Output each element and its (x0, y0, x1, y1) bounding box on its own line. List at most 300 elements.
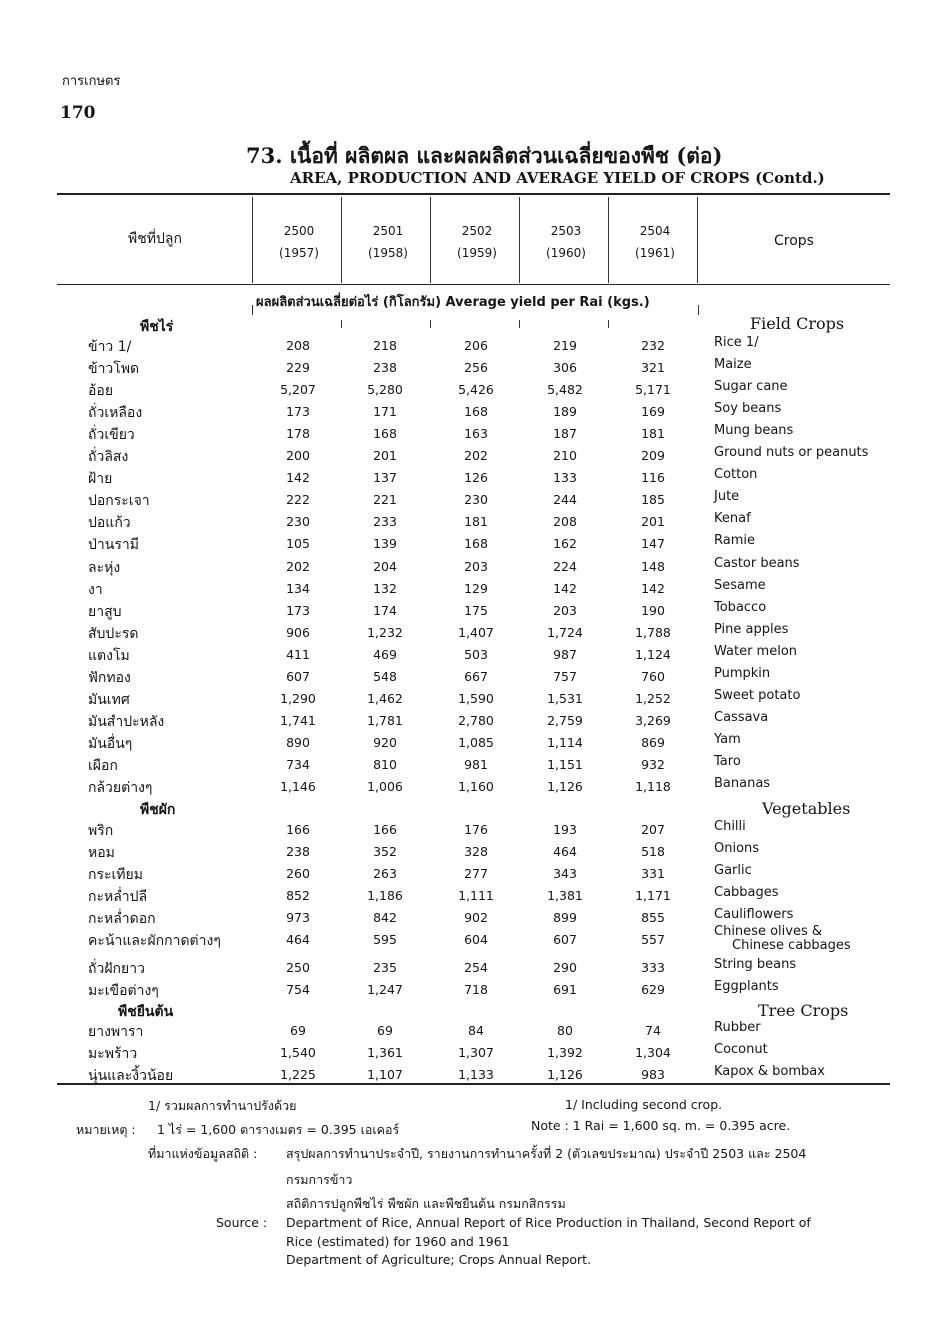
crop-name-english: Pine apples (714, 622, 789, 637)
source-thai-line-1: สรุปผลการทำนาประจำปี, รายงานการทำนาครั้งที่ 2 (ตัวเลขประมาณ) ประจำปี 2503 และ 2504 (286, 1146, 807, 1161)
yield-value: 1,124 (635, 647, 671, 662)
yield-value: 343 (553, 866, 577, 881)
table-row (0, 446, 941, 468)
table-row (0, 689, 941, 711)
yield-value: 80 (557, 1023, 573, 1038)
header-bottom-rule (57, 284, 890, 285)
yield-value: 148 (641, 559, 665, 574)
table-row (0, 468, 941, 490)
crop-name-english: Kapox & bombax (714, 1064, 825, 1079)
crop-name-thai: กะหล่ำดอก (88, 911, 156, 927)
yield-value: 869 (641, 735, 665, 750)
crop-name-thai: ถั่วลิสง (88, 449, 129, 465)
yield-value: 902 (464, 910, 488, 925)
yield-value: 1,392 (547, 1045, 583, 1060)
crop-name-english-continued: Chinese cabbages (732, 938, 851, 953)
crop-name-english: Eggplants (714, 979, 779, 994)
yield-value: 595 (373, 932, 397, 947)
yield-value: 181 (641, 426, 665, 441)
note-english: Note : 1 Rai = 1,600 sq. m. = 0.395 acre. (531, 1118, 791, 1133)
crop-name-thai: กระเทียม (88, 867, 143, 883)
crop-name-thai: ละหุ่ง (88, 560, 121, 576)
yield-value: 277 (464, 866, 488, 881)
table-top-rule (57, 193, 890, 195)
yield-value: 734 (286, 757, 310, 772)
yield-value: 1,146 (280, 779, 316, 794)
yield-value: 469 (373, 647, 397, 662)
crop-name-english: Sugar cane (714, 379, 788, 394)
yield-value: 254 (464, 960, 488, 975)
year-ad: (1960) (546, 246, 586, 260)
yield-value: 208 (553, 514, 577, 529)
crop-name-english: Taro (714, 754, 741, 769)
crop-name-thai: มันอื่นๆ (88, 736, 133, 752)
yield-value: 126 (464, 470, 488, 485)
crop-name-english: Water melon (714, 644, 798, 659)
year-header (345, 220, 431, 264)
yield-value: 1,361 (367, 1045, 403, 1060)
yield-value: 1,006 (367, 779, 403, 794)
year-ad: (1958) (368, 246, 408, 260)
table-row (0, 711, 941, 733)
crop-name-english: Coconut (714, 1042, 768, 1057)
yield-value: 232 (641, 338, 665, 353)
table-row (0, 667, 941, 689)
yield-value: 629 (641, 982, 665, 997)
yield-value: 718 (464, 982, 488, 997)
yield-value: 899 (553, 910, 577, 925)
crop-name-thai: แตงโม (88, 648, 130, 664)
yield-value: 181 (464, 514, 488, 529)
yield-value: 221 (373, 492, 397, 507)
crop-name-english: Soy beans (714, 401, 782, 416)
crop-name-thai: สับปะรด (88, 626, 139, 642)
yield-value: 84 (468, 1023, 484, 1038)
subheader-bracket (252, 305, 699, 315)
yield-value: 244 (553, 492, 577, 507)
yield-value: 3,269 (635, 713, 671, 728)
yield-value: 333 (641, 960, 665, 975)
yield-value: 1,247 (367, 982, 403, 997)
yield-value: 1,307 (458, 1045, 494, 1060)
yield-value: 667 (464, 669, 488, 684)
crop-name-thai: มันเทศ (88, 692, 130, 708)
table-row (0, 864, 941, 886)
yield-value: 178 (286, 426, 310, 441)
yield-value: 174 (373, 603, 397, 618)
yield-value: 987 (553, 647, 577, 662)
yield-value: 206 (464, 338, 488, 353)
source-label-english: Source : (216, 1215, 268, 1230)
running-head: การเกษตร (62, 74, 121, 89)
year-header (612, 220, 698, 264)
yield-value: 187 (553, 426, 577, 441)
yield-value: 1,462 (367, 691, 403, 706)
crop-name-thai: ปอกระเจา (88, 493, 150, 509)
table-row (0, 490, 941, 512)
year-header (434, 220, 520, 264)
yield-value: 932 (641, 757, 665, 772)
yield-value: 331 (641, 866, 665, 881)
source-thai-line-2: กรมการข้าว (286, 1172, 353, 1187)
header-divider (252, 197, 253, 283)
table-row (0, 512, 941, 534)
table-row (0, 557, 941, 579)
yield-value: 163 (464, 426, 488, 441)
crop-name-thai: ยางพารา (88, 1024, 144, 1040)
year-buddhist-era: 2500 (283, 224, 315, 238)
yield-value: 132 (373, 581, 397, 596)
yield-value: 1,114 (547, 735, 583, 750)
yield-value: 202 (464, 448, 488, 463)
yield-value: 200 (286, 448, 310, 463)
crop-name-thai: คะน้าและผักกาดต่างๆ (88, 933, 221, 949)
yield-value: 1,107 (367, 1067, 403, 1082)
yield-value: 1,126 (547, 779, 583, 794)
crop-name-english: Cotton (714, 467, 758, 482)
crop-name-thai: มะเขือต่างๆ (88, 983, 159, 999)
table-row (0, 623, 941, 645)
yield-value: 189 (553, 404, 577, 419)
yield-value: 983 (641, 1067, 665, 1082)
yield-value: 168 (464, 404, 488, 419)
yield-value: 290 (553, 960, 577, 975)
table-row (0, 1065, 941, 1087)
yield-value: 691 (553, 982, 577, 997)
yield-value: 852 (286, 888, 310, 903)
table-row (0, 820, 941, 842)
crop-name-thai: ยาสูบ (88, 604, 122, 620)
crop-name-english: Bananas (714, 776, 771, 791)
crop-name-english: Kenaf (714, 511, 751, 526)
yield-value: 557 (641, 932, 665, 947)
yield-value: 219 (553, 338, 577, 353)
yield-value: 202 (286, 559, 310, 574)
yield-value: 604 (464, 932, 488, 947)
source-english-line-3: Department of Agriculture; Crops Annual Report. (286, 1252, 592, 1267)
table-row (0, 958, 941, 980)
crop-name-english: Ground nuts or peanuts (714, 445, 869, 460)
crop-name-thai: กะหล่ำปลี (88, 889, 148, 905)
crop-name-english: Onions (714, 841, 760, 856)
crop-name-english: Jute (714, 489, 740, 504)
yield-value: 1,290 (280, 691, 316, 706)
yield-value: 2,780 (458, 713, 494, 728)
yield-value: 1,160 (458, 779, 494, 794)
yield-value: 230 (464, 492, 488, 507)
yield-value: 760 (641, 669, 665, 684)
yield-value: 235 (373, 960, 397, 975)
yield-value: 260 (286, 866, 310, 881)
crop-name-english: Castor beans (714, 556, 800, 571)
yield-value: 201 (641, 514, 665, 529)
crop-name-thai: ฟักทอง (88, 670, 131, 686)
table-row (0, 645, 941, 667)
yield-value: 464 (553, 844, 577, 859)
crop-name-thai: หอม (88, 845, 115, 861)
yield-value: 1,381 (547, 888, 583, 903)
year-buddhist-era: 2501 (372, 224, 404, 238)
yield-value: 906 (286, 625, 310, 640)
crop-name-thai: งา (88, 582, 103, 598)
yield-value: 1,540 (280, 1045, 316, 1060)
yield-value: 1,232 (367, 625, 403, 640)
yield-value: 207 (641, 822, 665, 837)
yield-value: 142 (553, 581, 577, 596)
footnote-thai: 1/ รวมผลการทำนาปรังด้วย (148, 1098, 297, 1113)
yield-value: 238 (286, 844, 310, 859)
crop-name-english: Rubber (714, 1020, 761, 1035)
crop-name-english: Yam (714, 732, 741, 747)
table-row (0, 358, 941, 380)
yield-value: 105 (286, 536, 310, 551)
table-row (0, 579, 941, 601)
table-row (0, 601, 941, 623)
yield-value: 352 (373, 844, 397, 859)
yield-value: 229 (286, 360, 310, 375)
yield-value: 1,531 (547, 691, 583, 706)
yield-value: 256 (464, 360, 488, 375)
crop-name-english: Chilli (714, 819, 746, 834)
yield-value: 208 (286, 338, 310, 353)
yield-value: 1,741 (280, 713, 316, 728)
column-tick (430, 320, 431, 328)
yield-value: 1,085 (458, 735, 494, 750)
year-header (523, 220, 609, 264)
year-buddhist-era: 2504 (639, 224, 671, 238)
yield-value: 203 (464, 559, 488, 574)
yield-subheader: ผลผลิตส่วนเฉลี่ยต่อไร่ (กิโลกรัม) Average yield per Rai (kgs.) (256, 295, 650, 310)
yield-value: 162 (553, 536, 577, 551)
yield-value: 168 (464, 536, 488, 551)
source-english-line-1: Department of Rice, Annual Report of Rice Production in Thailand, Second Report of (286, 1215, 811, 1230)
yield-value: 5,171 (635, 382, 671, 397)
table-row (0, 733, 941, 755)
crop-name-english: String beans (714, 957, 797, 972)
footnote-english: 1/ Including second crop. (565, 1097, 723, 1112)
yield-value: 1,133 (458, 1067, 494, 1082)
yield-value: 69 (377, 1023, 393, 1038)
source-english-line-2: Rice (estimated) for 1960 and 1961 (286, 1234, 510, 1249)
yield-value: 1,781 (367, 713, 403, 728)
crop-name-thai: มะพร้าว (88, 1046, 138, 1062)
crop-name-thai: ข้าวโพด (88, 361, 140, 377)
yield-value: 133 (553, 470, 577, 485)
table-row (0, 1043, 941, 1065)
section-heading-english: Field Crops (750, 314, 845, 333)
yield-value: 185 (641, 492, 665, 507)
yield-value: 175 (464, 603, 488, 618)
yield-value: 5,426 (458, 382, 494, 397)
yield-value: 2,759 (547, 713, 583, 728)
yield-value: 263 (373, 866, 397, 881)
yield-value: 171 (373, 404, 397, 419)
yield-value: 810 (373, 757, 397, 772)
yield-value: 176 (464, 822, 488, 837)
table-row (0, 886, 941, 908)
yield-value: 69 (290, 1023, 306, 1038)
yield-value: 464 (286, 932, 310, 947)
yield-value: 116 (641, 470, 665, 485)
yield-value: 411 (286, 647, 310, 662)
yield-value: 607 (553, 932, 577, 947)
year-ad: (1961) (635, 246, 675, 260)
yield-value: 218 (373, 338, 397, 353)
crop-name-thai: ถั่วเหลือง (88, 405, 143, 421)
table-row (0, 980, 941, 1002)
yield-value: 1,724 (547, 625, 583, 640)
yield-value: 173 (286, 404, 310, 419)
table-row (0, 755, 941, 777)
table-row (0, 380, 941, 402)
table-row (0, 402, 941, 424)
yield-value: 74 (645, 1023, 661, 1038)
crop-name-english: Cabbages (714, 885, 779, 900)
crop-name-thai: อ้อย (88, 383, 114, 399)
source-thai-line-3: สถิติการปลูกพืชไร่ พืชผัก และพืชยืนต้น กรมกสิกรรม (286, 1196, 566, 1211)
yield-value: 5,482 (547, 382, 583, 397)
year-ad: (1957) (279, 246, 319, 260)
yield-value: 548 (373, 669, 397, 684)
crop-name-thai: ปอแก้ว (88, 515, 131, 531)
yield-value: 169 (641, 404, 665, 419)
yield-value: 1,225 (280, 1067, 316, 1082)
yield-value: 1,590 (458, 691, 494, 706)
yield-value: 147 (641, 536, 665, 551)
yield-value: 1,118 (635, 779, 671, 794)
yield-value: 1,171 (635, 888, 671, 903)
yield-value: 607 (286, 669, 310, 684)
yield-value: 757 (553, 669, 577, 684)
crop-name-thai: ป่านรามี (88, 537, 139, 553)
yield-value: 890 (286, 735, 310, 750)
section-heading-thai: พืชไร่ (140, 319, 174, 335)
yield-value: 920 (373, 735, 397, 750)
yield-value: 201 (373, 448, 397, 463)
column-tick (519, 320, 520, 328)
crop-name-thai: ข้าว 1/ (88, 339, 132, 355)
table-title-thai: 73. เนื้อที่ ผลิตผล และผลผลิตส่วนเฉลี่ยของพืช (ต่อ) (246, 143, 723, 168)
yield-value: 328 (464, 844, 488, 859)
crop-name-english: Maize (714, 357, 752, 372)
yield-value: 1,186 (367, 888, 403, 903)
crop-name-thai: กล้วยต่างๆ (88, 780, 153, 796)
table-title-english: AREA, PRODUCTION AND AVERAGE YIELD OF CROPS (Contd.) (290, 169, 825, 187)
crop-name-english: Pumpkin (714, 666, 771, 681)
note-label-thai: หมายเหตุ : (76, 1122, 136, 1137)
yield-value: 142 (641, 581, 665, 596)
yield-value: 1,151 (547, 757, 583, 772)
yield-value: 306 (553, 360, 577, 375)
yield-value: 129 (464, 581, 488, 596)
yield-value: 754 (286, 982, 310, 997)
yield-value: 142 (286, 470, 310, 485)
yield-value: 139 (373, 536, 397, 551)
source-label-thai: ที่มาแห่งข้อมูลสถิติ : (148, 1146, 258, 1161)
yield-value: 5,207 (280, 382, 316, 397)
section-heading-thai: พืชยืนต้น (118, 1004, 174, 1020)
yield-value: 168 (373, 426, 397, 441)
crop-name-thai: พริก (88, 823, 114, 839)
crop-name-english: Tobacco (714, 600, 767, 615)
yield-value: 193 (553, 822, 577, 837)
table-row (0, 842, 941, 864)
yield-value: 5,280 (367, 382, 403, 397)
yield-value: 166 (286, 822, 310, 837)
yield-value: 210 (553, 448, 577, 463)
yield-value: 842 (373, 910, 397, 925)
section-heading-english: Vegetables (762, 799, 851, 818)
crop-name-english: Ramie (714, 533, 755, 548)
crop-name-english: Garlic (714, 863, 752, 878)
yield-value: 224 (553, 559, 577, 574)
crop-name-english: Mung beans (714, 423, 794, 438)
yield-value: 1,111 (458, 888, 494, 903)
crop-name-english: Chinese olives & (714, 924, 822, 939)
yield-value: 137 (373, 470, 397, 485)
crop-name-thai: นุ่นและงิ้วน้อย (88, 1068, 174, 1084)
header-crops: Crops (774, 233, 814, 249)
yield-value: 190 (641, 603, 665, 618)
table-row (0, 777, 941, 799)
yield-value: 1,252 (635, 691, 671, 706)
column-tick (341, 320, 342, 328)
yield-value: 1,304 (635, 1045, 671, 1060)
yield-value: 166 (373, 822, 397, 837)
table-row (0, 534, 941, 556)
note-thai: 1 ไร่ = 1,600 ตารางเมตร = 0.395 เอเคอร์ (157, 1122, 400, 1137)
year-ad: (1959) (457, 246, 497, 260)
table-row (0, 1021, 941, 1043)
yield-value: 1,407 (458, 625, 494, 640)
column-tick (608, 320, 609, 328)
section-heading-english: Tree Crops (758, 1001, 849, 1020)
crop-name-english: Sesame (714, 578, 766, 593)
yield-value: 973 (286, 910, 310, 925)
crop-name-thai: ถั่วเขียว (88, 427, 135, 443)
yield-value: 203 (553, 603, 577, 618)
crop-name-thai: เผือก (88, 758, 118, 774)
table-row (0, 336, 941, 358)
crop-name-thai: ถั่วฝักยาว (88, 961, 145, 977)
crop-name-english: Rice 1/ (714, 335, 759, 350)
table-row (0, 424, 941, 446)
crop-name-thai: มันสำปะหลัง (88, 714, 165, 730)
table-row (0, 924, 941, 953)
yield-value: 238 (373, 360, 397, 375)
yield-value: 321 (641, 360, 665, 375)
yield-value: 204 (373, 559, 397, 574)
crop-name-english: Cauliflowers (714, 907, 794, 922)
crop-name-english: Cassava (714, 710, 769, 725)
yield-value: 1,788 (635, 625, 671, 640)
yield-value: 209 (641, 448, 665, 463)
yield-value: 503 (464, 647, 488, 662)
page-number: 170 (60, 103, 96, 123)
yield-value: 173 (286, 603, 310, 618)
section-heading-thai: พืชผัก (140, 802, 176, 818)
year-buddhist-era: 2502 (461, 224, 493, 238)
crop-name-english: Sweet potato (714, 688, 801, 703)
year-header (256, 220, 342, 264)
yield-value: 222 (286, 492, 310, 507)
crop-name-thai: ฝ้าย (88, 471, 113, 487)
yield-value: 233 (373, 514, 397, 529)
yield-value: 134 (286, 581, 310, 596)
year-buddhist-era: 2503 (550, 224, 582, 238)
yield-value: 230 (286, 514, 310, 529)
yield-value: 855 (641, 910, 665, 925)
